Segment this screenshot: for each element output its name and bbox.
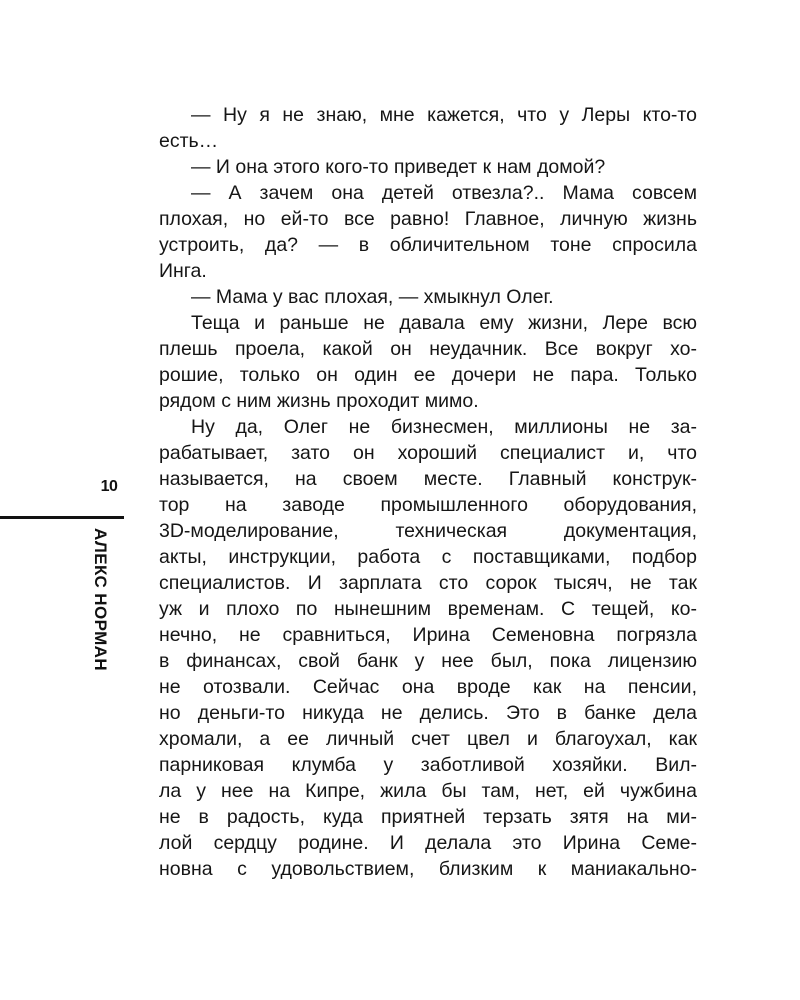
running-head: АЛЕКС НОРМАН: [91, 528, 110, 672]
text-line: но деньги-то никуда не делись. Это в банке дела: [159, 702, 697, 724]
text-line: парниковая клумба у заботливой хозяйки. Вил-: [159, 754, 697, 776]
text-line: — Ну я не знаю, мне кажется, что у Леры кто-то: [191, 104, 697, 126]
text-line: 3D-моделирование, техническая документация,: [159, 520, 697, 542]
text-line: специалистов. И зарплата сто сорок тысяч, не так: [159, 572, 697, 594]
text-line: Ну да, Олег не бизнесмен, миллионы не за-: [191, 416, 697, 438]
text-line: в финансах, свой банк у нее был, пока лицензию: [159, 650, 697, 672]
text-line: Инга.: [159, 260, 207, 282]
text-line: есть…: [159, 130, 219, 152]
text-line: ла у нее на Кипре, жила бы там, нет, ей чужбина: [159, 780, 697, 802]
page-number: 10: [100, 478, 118, 495]
text-line: не в радость, куда приятней терзать зятя на ми-: [159, 806, 697, 828]
text-line: лой сердцу родине. И делала это Ирина Семе-: [159, 832, 697, 854]
text-line: рошие, только он один ее дочери не пара. Только: [159, 364, 697, 386]
text-line: уж и плохо по нынешним временам. С тещей, ко-: [159, 598, 697, 620]
text-line: называется, на своем месте. Главный конструк-: [159, 468, 697, 490]
text-line: тор на заводе промышленного оборудования,: [159, 494, 697, 516]
text-line: рядом с ним жизнь проходит мимо.: [159, 390, 479, 412]
body-text: [159, 102, 697, 882]
text-line: не отозвали. Сейчас она вроде как на пенсии,: [159, 676, 697, 698]
text-line: устроить, да? — в обличительном тоне спросила: [159, 234, 697, 256]
text-line: нечно, не сравниться, Ирина Семеновна погрязла: [159, 624, 697, 646]
text-line: — Мама у вас плохая, — хмыкнул Олег.: [191, 286, 554, 308]
text-line: хромали, а ее личный счет цвел и благоухал, как: [159, 728, 697, 750]
text-line: Теща и раньше не давала ему жизни, Лере всю: [191, 312, 697, 334]
text-line: плохая, но ей-то все равно! Главное, личную жизнь: [159, 208, 697, 230]
text-line: — А зачем она детей отвезла?.. Мама совсем: [191, 182, 697, 204]
text-line: рабатывает, зато он хороший специалист и, что: [159, 442, 697, 464]
text-line: плешь проела, какой он неудачник. Все вокруг хо-: [159, 338, 697, 360]
text-line: акты, инструкции, работа с поставщиками, подбор: [159, 546, 697, 568]
text-line: — И она этого кого-то приведет к нам домой?: [191, 156, 606, 178]
margin-rule: [0, 516, 124, 519]
text-line: новна с удовольствием, близким к маниакально-: [159, 858, 697, 880]
